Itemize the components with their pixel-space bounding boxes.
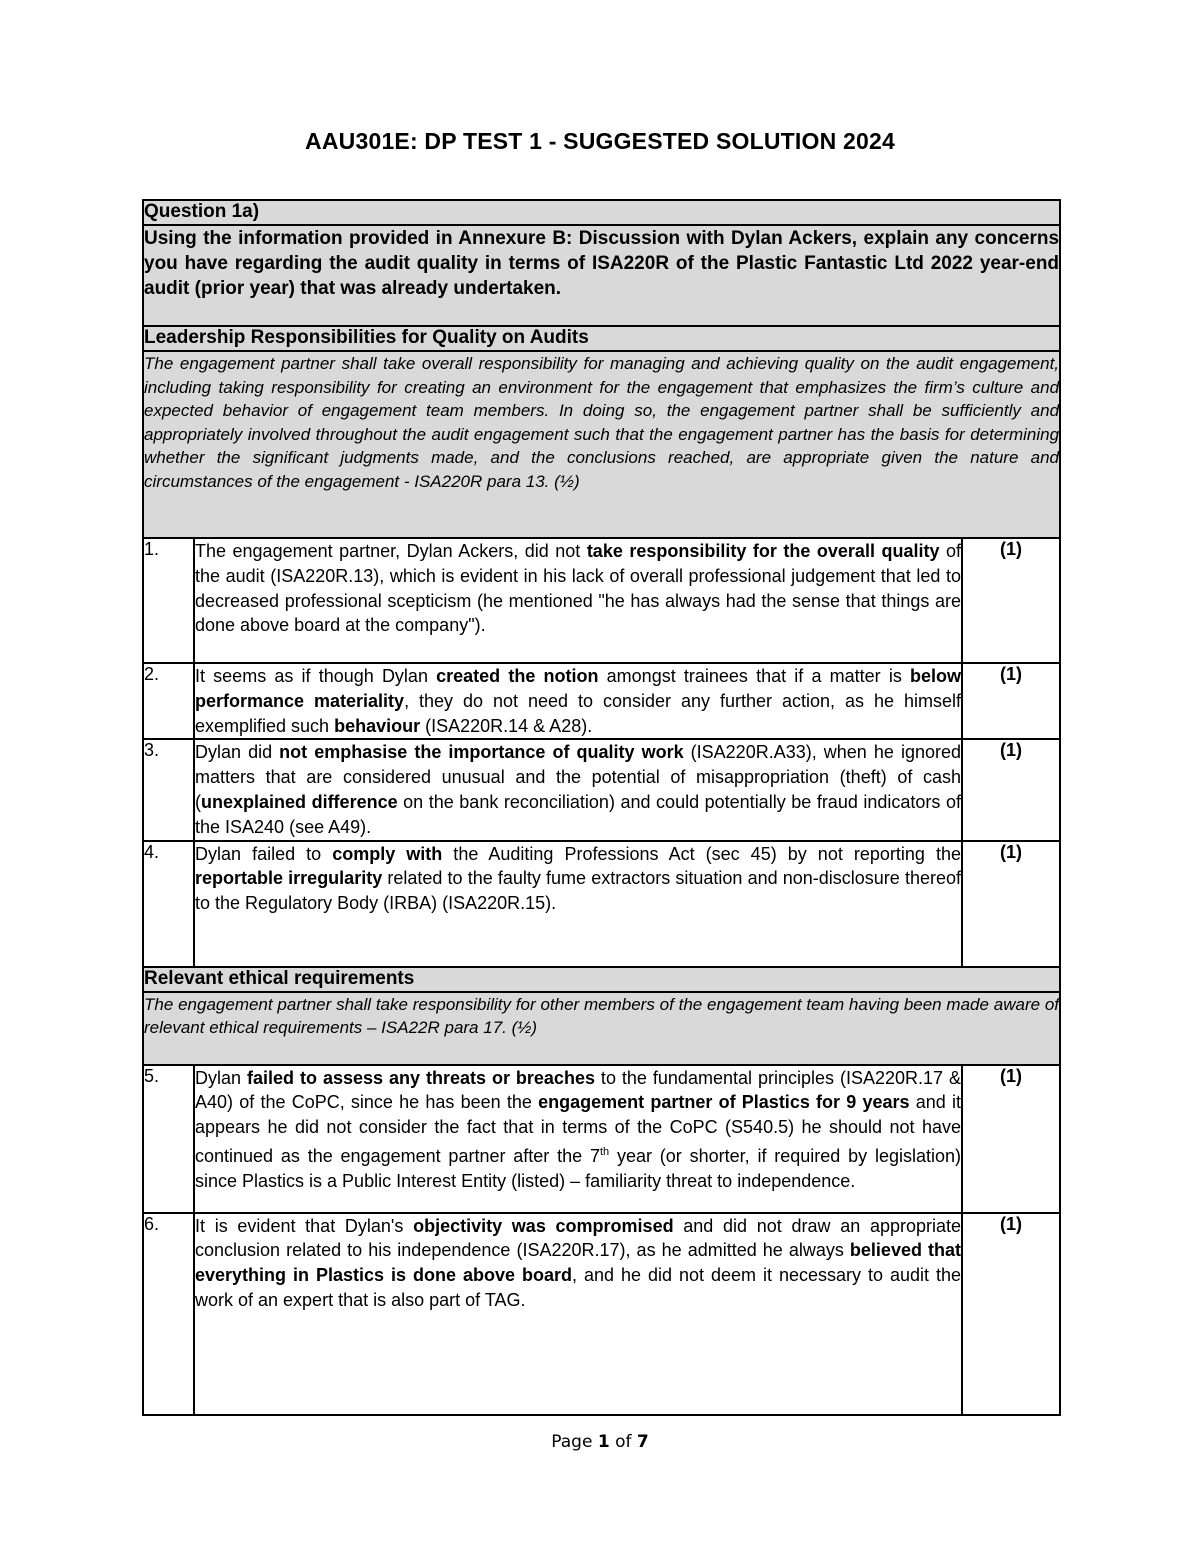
question-label: Question 1a) [143, 200, 1060, 225]
page-number: 1 [597, 1432, 610, 1452]
item-text: The engagement partner, Dylan Ackers, did not take responsibility for the overall quality of the audit (ISA220R.13), which is evident in his lack of overall professional judgement that led to decreased professional scepticism (he mentioned "he has always had the sense that things are done above board at the company"). [194, 538, 962, 663]
item-mark: (1) [962, 841, 1060, 967]
item-mark: (1) [962, 1213, 1060, 1415]
table-row [143, 538, 1060, 663]
item-text: It seems as if though Dylan created the notion amongst trainees that if a matter is below performance materiality, they do not need to consider any further action, as he himself exemplified such behaviour (ISA220R.14 & A28). [194, 663, 962, 739]
item-number: 2. [143, 663, 194, 739]
section-heading-leadership: Leadership Responsibilities for Quality on Audits [143, 326, 1060, 351]
question-instruction: Using the information provided in Annexure B: Discussion with Dylan Ackers, explain any concerns you have regarding the audit quality in terms of ISA220R of the Plastic Fantastic Ltd 2022 year-end audit (prior year) that was already undertaken. [143, 225, 1060, 326]
document-title: AAU301E: DP TEST 1 - SUGGESTED SOLUTION 2024 [305, 128, 895, 154]
table-row [143, 1065, 1060, 1213]
item-mark: (1) [962, 739, 1060, 840]
table-row [143, 739, 1060, 840]
item-text: It is evident that Dylan's objectivity was compromised and did not draw an appropriate conclusion related to his independence (ISA220R.17), as he admitted he always believed that everything in Plastics is done above board, and he did not deem it necessary to audit the work of an expert that is also part of TAG. [194, 1213, 962, 1415]
section-intro-leadership: The engagement partner shall take overall responsibility for managing and achieving quality on the audit engagement, including taking responsibility for creating an environment for the engagement that emphasizes the firm’s culture and expected behavior of engagement team members. In doing so, the engagement partner shall be sufficiently and appropriately involved throughout the audit engagement such that the engagement partner has the basis for determining whether the significant judgments made, and the conclusions reached, are appropriate given the nature and circumstances of the engagement - ISA220R para 13. (½) [143, 351, 1060, 538]
item-text: Dylan failed to assess any threats or breaches to the fundamental principles (ISA220R.17 & A40) of the CoPC, since he has been the engagement partner of Plastics for 9 years and it appears he did not consider the fact that in terms of the CoPC (S540.5) he should not have continued as the engagement partner after the 7th year (or shorter, if required by legislation) since Plastics is a Public Interest Entity (listed) – familiarity threat to independence. [194, 1065, 962, 1213]
table-row [143, 663, 1060, 739]
of-word: of [615, 1432, 632, 1452]
item-number: 5. [143, 1065, 194, 1213]
item-number: 3. [143, 739, 194, 840]
solution-table [142, 199, 1061, 1416]
section-heading-ethics: Relevant ethical requirements [143, 967, 1060, 992]
total-pages: 7 [636, 1432, 649, 1452]
item-number: 1. [143, 538, 194, 663]
item-mark: (1) [962, 538, 1060, 663]
item-text: Dylan failed to comply with the Auditing Professions Act (sec 45) by not reporting the reportable irregularity related to the faulty fume extractors situation and non-disclosure thereof to the Regulatory Body (IRBA) (ISA220R.15). [194, 841, 962, 967]
section-intro-ethics: The engagement partner shall take responsibility for other members of the engagement team having been made aware of relevant ethical requirements – ISA22R para 17. (½) [143, 992, 1060, 1065]
page-word: Page [551, 1432, 593, 1452]
item-number: 4. [143, 841, 194, 967]
item-text: Dylan did not emphasise the importance of quality work (ISA220R.A33), when he ignored matters that are considered unusual and the potential of misappropriation (theft) of cash (unexplained difference on the bank reconciliation) and could potentially be fraud indicators of the ISA240 (see A49). [194, 739, 962, 840]
table-row [143, 841, 1060, 967]
page-footer [0, 1432, 1200, 1452]
table-row [143, 1213, 1060, 1415]
item-mark: (1) [962, 1065, 1060, 1213]
item-number: 6. [143, 1213, 194, 1415]
item-mark: (1) [962, 663, 1060, 739]
